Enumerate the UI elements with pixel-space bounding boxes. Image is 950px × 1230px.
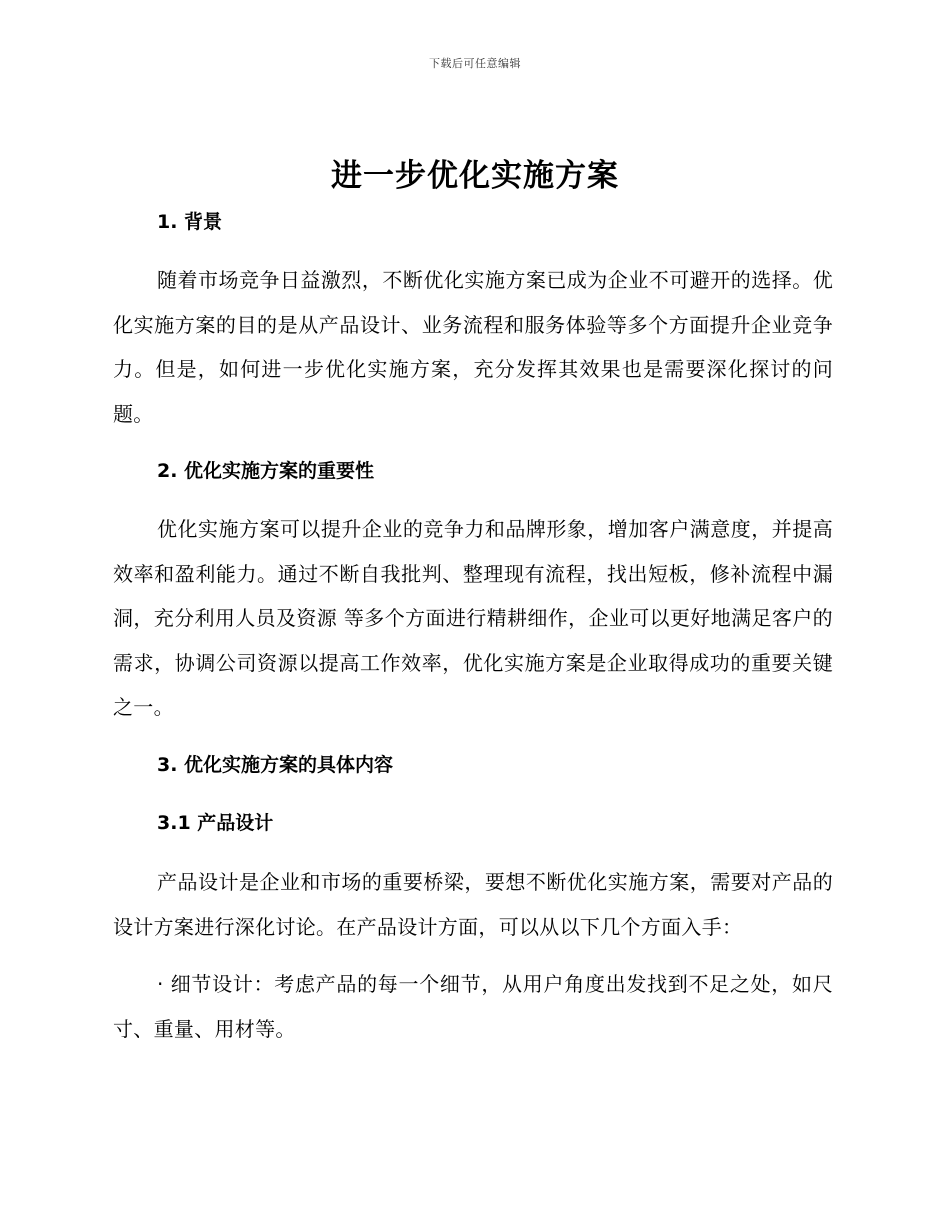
page-header-note: 下载后可任意编辑	[429, 57, 521, 70]
section-heading-importance: 2. 优化实施方案的重要性	[157, 460, 375, 482]
subsection-paragraph-product-design: 产品设计是企业和市场的重要桥梁，要想不断优化实施方案，需要对产品的设计方案进行深化讨论。在产品设计方面，可以从以下几个方面入手：	[113, 870, 833, 939]
section-heading-background: 1. 背景	[157, 211, 223, 233]
bullet-detail-design: · 细节设计：考虑产品的每一个细节，从用户角度出发找到不足之处，如尺寸、重量、用材等。	[113, 972, 833, 1041]
document-title: 进一步优化实施方案	[331, 158, 619, 194]
subsection-heading-product-design: 3.1 产品设计	[157, 812, 274, 834]
section-heading-content: 3. 优化实施方案的具体内容	[157, 754, 394, 776]
section-paragraph-importance: 优化实施方案可以提升企业的竞争力和品牌形象，增加客户满意度，并提高效率和盈利能力。通过不断自我批判、整理现有流程，找出短板，修补流程中漏洞，充分利用人员及资源 等多个方面进行精耕细作，企业可以更好地满足客户的需求，协调公司资源以提高工作效率，优化实施方案是企业取得成功的重要关键之一。	[113, 517, 833, 719]
section-paragraph-background: 随着市场竞争日益激烈，不断优化实施方案已成为企业不可避开的选择。优化实施方案的目的是从产品设计、业务流程和服务体验等多个方面提升企业竞争力。但是，如何进一步优化实施方案，充分发挥其效果也是需要深化探讨的问题。	[113, 268, 833, 426]
